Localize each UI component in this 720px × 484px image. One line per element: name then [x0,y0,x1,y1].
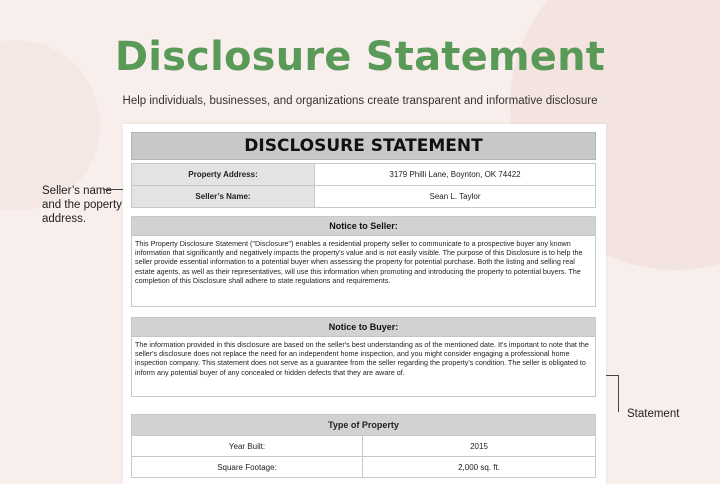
annotation-statement-bracket [604,375,619,412]
notice-to-seller-text: This Property Disclosure Statement ("Disclosure") enables a residential property seller to communicate to a prospective buyer any known information that significantly and negatively impacts the property's value and is not easily visible. The purpose of this Disclosure is to help the seller provide essential information to a potential buyer when assessing the property for potential purchase. Both the listing and selling real estate agents, as well as their representatives, will use this information when promoting and introducing the property to potential buyers. The completion of this Disclosure shall adhere to state regulations and requirements. [135,239,583,285]
property-address-value: 3179 Philli Lane, Boynton, OK 74422 [315,164,596,186]
table-row [132,457,596,478]
notice-to-seller-heading: Notice to Seller: [132,217,595,236]
annotation-statement: Statement [627,408,680,420]
type-of-property-heading: Type of Property [132,415,596,436]
notice-to-buyer-heading: Notice to Buyer: [132,318,595,337]
notice-to-buyer-text: The information provided in this disclosure are based on the seller's best understanding as of the mentioned date. It's important to note that the seller's disclosure does not replace the need for an independent home inspection, and you might consider engaging a professional home inspection company. This statement does not serve as a guarantee from the seller regarding the property's condition. The seller is obligated to inform any potential buyer of any concealed or hidden defects that they are aware of. [135,340,589,377]
table-row [132,415,596,436]
year-built-label: Year Built: [132,436,363,457]
table-row [132,186,596,208]
square-footage-value: 2,000 sq. ft. [363,457,596,478]
document-preview [123,124,606,484]
seller-name-label: Seller’s Name: [132,186,315,208]
annotation-seller: Seller’s name and the poperty address. [42,185,122,225]
seller-name-value: Sean L. Taylor [315,186,596,208]
notice-to-buyer-section [131,317,596,397]
type-of-property-table [131,414,596,478]
table-row [132,164,596,186]
table-row [132,436,596,457]
square-footage-label: Square Footage: [132,457,363,478]
notice-to-seller-section [131,216,596,307]
document-title: DISCLOSURE STATEMENT [131,132,596,160]
property-info-table [131,163,596,208]
property-address-label: Property Address: [132,164,315,186]
year-built-value: 2015 [363,436,596,457]
page-subtitle: Help individuals, businesses, and organizations create transparent and informative disclosure [122,95,598,107]
page-title: Disclosure Statement [114,34,606,80]
